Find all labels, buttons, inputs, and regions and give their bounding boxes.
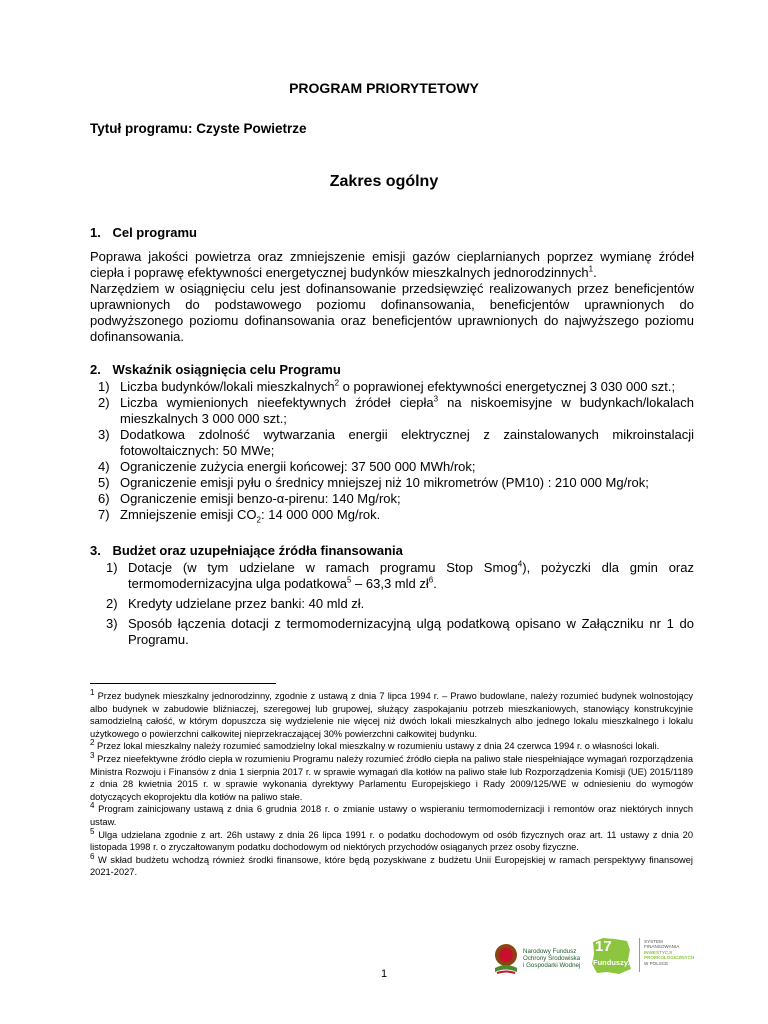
list-item xyxy=(106,559,694,592)
document-title: PROGRAM PRIORYTETOWY xyxy=(289,80,479,96)
program-title: Tytuł programu: Czyste Powietrze xyxy=(90,121,307,136)
logo-word: Funduszy xyxy=(593,958,628,967)
footnote-text: W skład budżetu wchodzą również środki finansowe, które będą pozyskiwane z budżetu Unii Europejskiej w ramach perspektywy finansowej 2021-2027. xyxy=(90,854,693,878)
logo-text-line: i Gospodarki Wodnej xyxy=(523,962,581,969)
list-item-number: 2) xyxy=(98,395,110,410)
list-item-number: 6) xyxy=(98,491,110,506)
list-item-text: Dotacje (w tym udzielane w ramach programu Stop Smog xyxy=(128,560,518,575)
footnote-ref-1: 1 xyxy=(588,264,594,274)
footnote-ref-5: 5 xyxy=(346,575,352,585)
list-item-text: o poprawionej efektywności energetycznej 3 030 000 szt.; xyxy=(339,379,676,394)
section3-number: 3. xyxy=(90,543,101,558)
list-item-number: 7) xyxy=(98,507,110,522)
footnote xyxy=(90,851,693,879)
footnote-ref-4: 4 xyxy=(517,559,523,569)
logo-text-line: Ochrony Środowiska xyxy=(523,955,581,962)
list-item-number: 1) xyxy=(98,379,110,394)
list-item-text: Liczba wymienionych nieefektywnych źródeł ciepła xyxy=(120,395,434,410)
logo-text-line: Narodowy Fundusz xyxy=(523,948,577,955)
footnote-number: 6 xyxy=(90,851,95,861)
footnote-ref: 2 xyxy=(334,378,340,388)
footnote-text: Ulga udzielana zgodnie z art. 26h ustawy z dnia 26 lipca 1991 r. o podatku dochodowym od osób fizycznych oraz art. 11 ustawy z dnia 20 listopada 1998 r. o zryczałtowanym podatku dochodowym od niektórych przychodów osiąganych przez osoby fizyczne. xyxy=(90,829,693,853)
section1-paragraph-2: Narzędziem w osiągnięciu celu jest dofinansowanie przedsięwzięć realizowanych przez beneficjentów uprawnionych do podstawowego poziomu dofinansowania, beneficjentów uprawnionych do podwyższonego poziomu dofinansowania oraz beneficjentów uprawnionych do najwyższego poziomu dofinansowania. xyxy=(90,281,694,344)
footnotes xyxy=(90,687,693,879)
list-item-text: Sposób łączenia dotacji z termomodernizacyjną ulgą podatkową opisano w Załączniku nr 1 do Programu. xyxy=(128,616,694,647)
logo-text-line: PROEKOLOGICZNYCH xyxy=(644,955,695,961)
list-item-text: . xyxy=(433,576,437,591)
logo-text-line: W POLSCE xyxy=(644,960,669,966)
footnote xyxy=(90,740,693,753)
logo-text-line: SYSTEM xyxy=(644,939,663,944)
footnote-number: 1 xyxy=(90,687,95,697)
list-item xyxy=(98,459,694,475)
list-item xyxy=(98,507,694,525)
list-item-number: 2) xyxy=(106,596,118,611)
footnote-text: Przez lokal mieszkalny należy rozumieć samodzielny lokal mieszkalny w rozumieniu ustawy z dnia 24 czerwca 1994 r. o własności lokali. xyxy=(94,741,660,752)
list-item xyxy=(98,475,694,491)
list-item-text: : 14 000 000 Mg/rok. xyxy=(261,507,381,522)
footnote-number: 3 xyxy=(90,750,95,760)
list-item xyxy=(98,427,694,459)
section2-heading xyxy=(90,362,341,377)
list-item-number: 3) xyxy=(106,616,118,631)
section3-heading xyxy=(90,543,403,558)
section1-heading-text: Cel programu xyxy=(112,225,197,240)
footnote-text: Program zainicjowany ustawą z dnia 6 grudnia 2018 r. o zmianie ustawy o wspieraniu termomodernizacji i remontów oraz niektórych innych ustaw. xyxy=(90,804,693,827)
list-item-text: Zmniejszenie emisji CO xyxy=(120,507,257,522)
list-item-text: Kredyty udzielane przez banki: 40 mld zł. xyxy=(128,596,365,611)
logo-divider xyxy=(639,938,640,972)
footnote-number: 5 xyxy=(90,826,95,836)
logo-suffix: .pl xyxy=(627,958,637,967)
section1-paragraph-1 xyxy=(90,249,694,281)
section2-list xyxy=(98,378,694,525)
list-item-text: Ograniczenie emisji benzo-α-pirenu: 140 Mg/rok; xyxy=(120,491,401,506)
list-item-number: 4) xyxy=(98,459,110,474)
section1-heading xyxy=(90,225,197,240)
list-item xyxy=(106,596,694,612)
footnote xyxy=(90,826,693,854)
section2-number: 2. xyxy=(90,362,101,377)
section2-heading-text: Wskaźnik osiągnięcia celu Programu xyxy=(112,362,341,377)
list-item-text: Liczba budynków/lokali mieszkalnych xyxy=(120,379,335,394)
footnote-text: Przez budynek mieszkalny jednorodzinny, zgodnie z ustawą z dnia 7 lipca 1994 r. – Prawo budowlane, należy rozumieć budynek wolnostojący albo budynek w zabudowie bliźniaczej, szeregowej lub grupowej, służący zaspokajaniu potrzeb mieszkaniowych, stanowiący konstrukcyjnie samodzielną całość, w którym dopuszcza się wydzielenie nie więcej niż dwóch lokali mieszkalnych albo jednego lokalu mieszkalnego i lokalu użytkowego o powierzchni całkowitej nieprzekraczającej 30% powierzchni całkowitej budynku. xyxy=(90,691,693,739)
list-item-text: na niskoemisyjne w budynkach/lokalach mieszkalnych 3 000 000 szt.; xyxy=(120,395,694,426)
logo-text-line: FINANSOWANIA xyxy=(644,944,680,950)
footnote-ref-6: 6 xyxy=(428,575,434,585)
footnote-separator xyxy=(90,683,276,684)
section1-number: 1. xyxy=(90,225,101,240)
list-item xyxy=(98,394,694,427)
list-item-text: Ograniczenie zużycia energii końcowej: 37 500 000 MWh/rok; xyxy=(120,459,476,474)
section3-list xyxy=(106,559,694,648)
list-item-text: ), pożyczki dla gmin oraz termomodernizacyjna ulga podatkowa xyxy=(128,560,694,591)
subscript: 2 xyxy=(256,515,261,525)
list-item xyxy=(98,491,694,507)
footnote xyxy=(90,750,693,803)
section-title: Zakres ogólny xyxy=(329,173,439,190)
logo-text-line: INWESTYCJI xyxy=(644,949,673,955)
list-item-text: Ograniczenie emisji pyłu o średnicy mniejszej niż 10 mikrometrów (PM10) : 210 000 Mg/rok; xyxy=(120,475,649,490)
section3-heading-text: Budżet oraz uzupełniające źródła finansowania xyxy=(112,543,403,558)
list-item-text: Dodatkowa zdolność wytwarzania energii elektrycznej z zainstalowanych mikroinstalacji fotowoltaicznych: 50 MWe; xyxy=(120,427,694,458)
footnote xyxy=(90,687,693,740)
footnote xyxy=(90,803,693,828)
footnote-number: 4 xyxy=(90,801,95,811)
list-item xyxy=(98,378,694,395)
footnote-ref: 3 xyxy=(433,394,439,404)
list-item-number: 3) xyxy=(98,427,110,442)
section1-para1-text: Poprawa jakości powietrza oraz zmniejszenie emisji gazów cieplarnianych poprzez wymianę źródeł ciepła i poprawę efektywności energetycznej budynków mieszkalnych jednorodzinnych xyxy=(90,249,694,280)
footnote-number: 2 xyxy=(90,738,95,748)
page-number: 1 xyxy=(380,968,388,980)
logo-number: 17 xyxy=(595,938,612,955)
list-item-number: 1) xyxy=(106,560,118,575)
section1-para1-end: . xyxy=(593,265,597,280)
footnote-text: Przez nieefektywne źródło ciepła w rozumieniu Programu należy rozumieć źródło ciepła na paliwo stałe niespełniające wymagań rozporządzenia Ministra Rozwoju i Finansów z dnia 1 sierpnia 2017 r. w sprawie wymagań dla kotłów na paliwo stałe lub Rozporządzenia Komisji (UE) 2015/1189 z dnia 28 kwietnia 2015 r. w sprawie wykonania dyrektywy Parlamentu Europejskiego i Rady 2009/125/WE w odniesieniu do wymogów dotyczących ekoprojektu dla kotłów na paliwo stałe. xyxy=(90,753,693,802)
list-item-text: – 63,3 mld zł xyxy=(351,576,429,591)
list-item xyxy=(106,616,694,648)
list-item-number: 5) xyxy=(98,475,110,490)
